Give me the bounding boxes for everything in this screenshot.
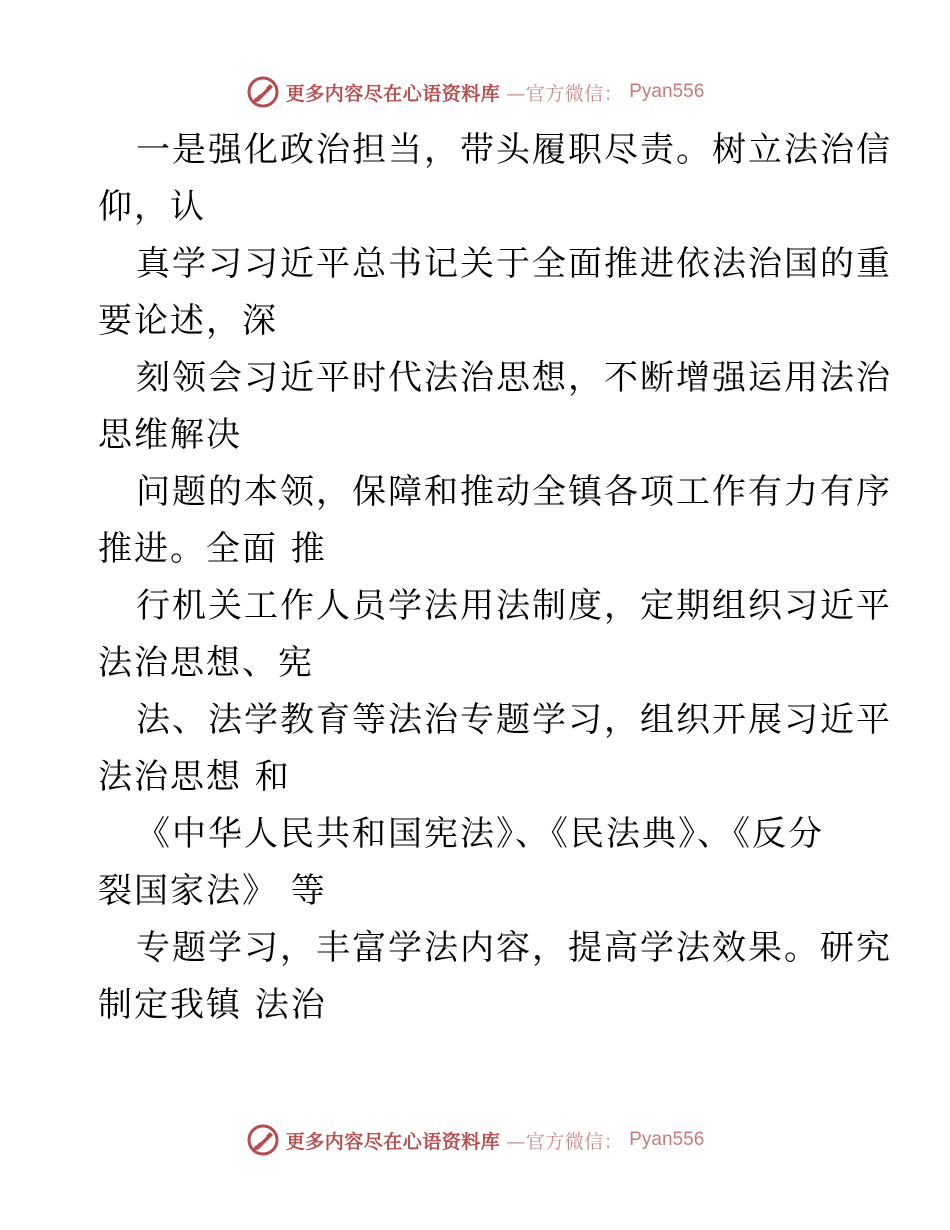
text-line: 推进。全面 推 [98,529,327,569]
text-line: 专题学习，丰富学法内容，提高学法效果。研究 [136,928,892,968]
text-line: 法治思想、宪 [98,643,314,683]
watermark-wechat-id: Pyan556 [629,1129,705,1150]
text-line: 要论述，深 [98,301,278,341]
footer-watermark [0,1120,950,1160]
watermark-wechat-id: Pyan556 [629,81,705,102]
text-line: 行机关工作人员学法用法制度，定期组织习近平 [136,586,892,626]
text-line: 裂国家法》 等 [98,871,327,911]
quill-circle-logo-icon [246,75,280,109]
quill-circle-logo-icon [246,1123,280,1157]
watermark-main-text: 更多内容尽在心语资料库 [285,1130,501,1153]
text-line: 思维解决 [98,415,242,455]
text-line: 法治思想 和 [98,757,291,797]
text-line: 刻领会习近平时代法治思想，不断增强运用法治 [136,358,892,398]
text-line: 法、法学教育等法治专题学习，组织开展习近平 [136,700,892,740]
header-watermark [0,72,950,112]
text-line: 仰，认 [98,187,206,227]
text-line: 一是强化政治担当，带头履职尽责。树立法治信 [136,130,892,170]
watermark-main-text: 更多内容尽在心语资料库 [285,82,501,105]
text-line: 《中华人民共和国宪法》、《民法典》、《反分 [136,814,824,854]
watermark-separator-text: —官方微信： [506,1130,624,1153]
text-line: 真学习习近平总书记关于全面推进依法治国的重 [136,244,892,284]
document-body [98,122,892,1034]
text-line: 制定我镇 法治 [98,985,327,1025]
text-line: 问题的本领，保障和推动全镇各项工作有力有序 [136,472,892,512]
watermark-separator-text: —官方微信： [506,82,624,105]
